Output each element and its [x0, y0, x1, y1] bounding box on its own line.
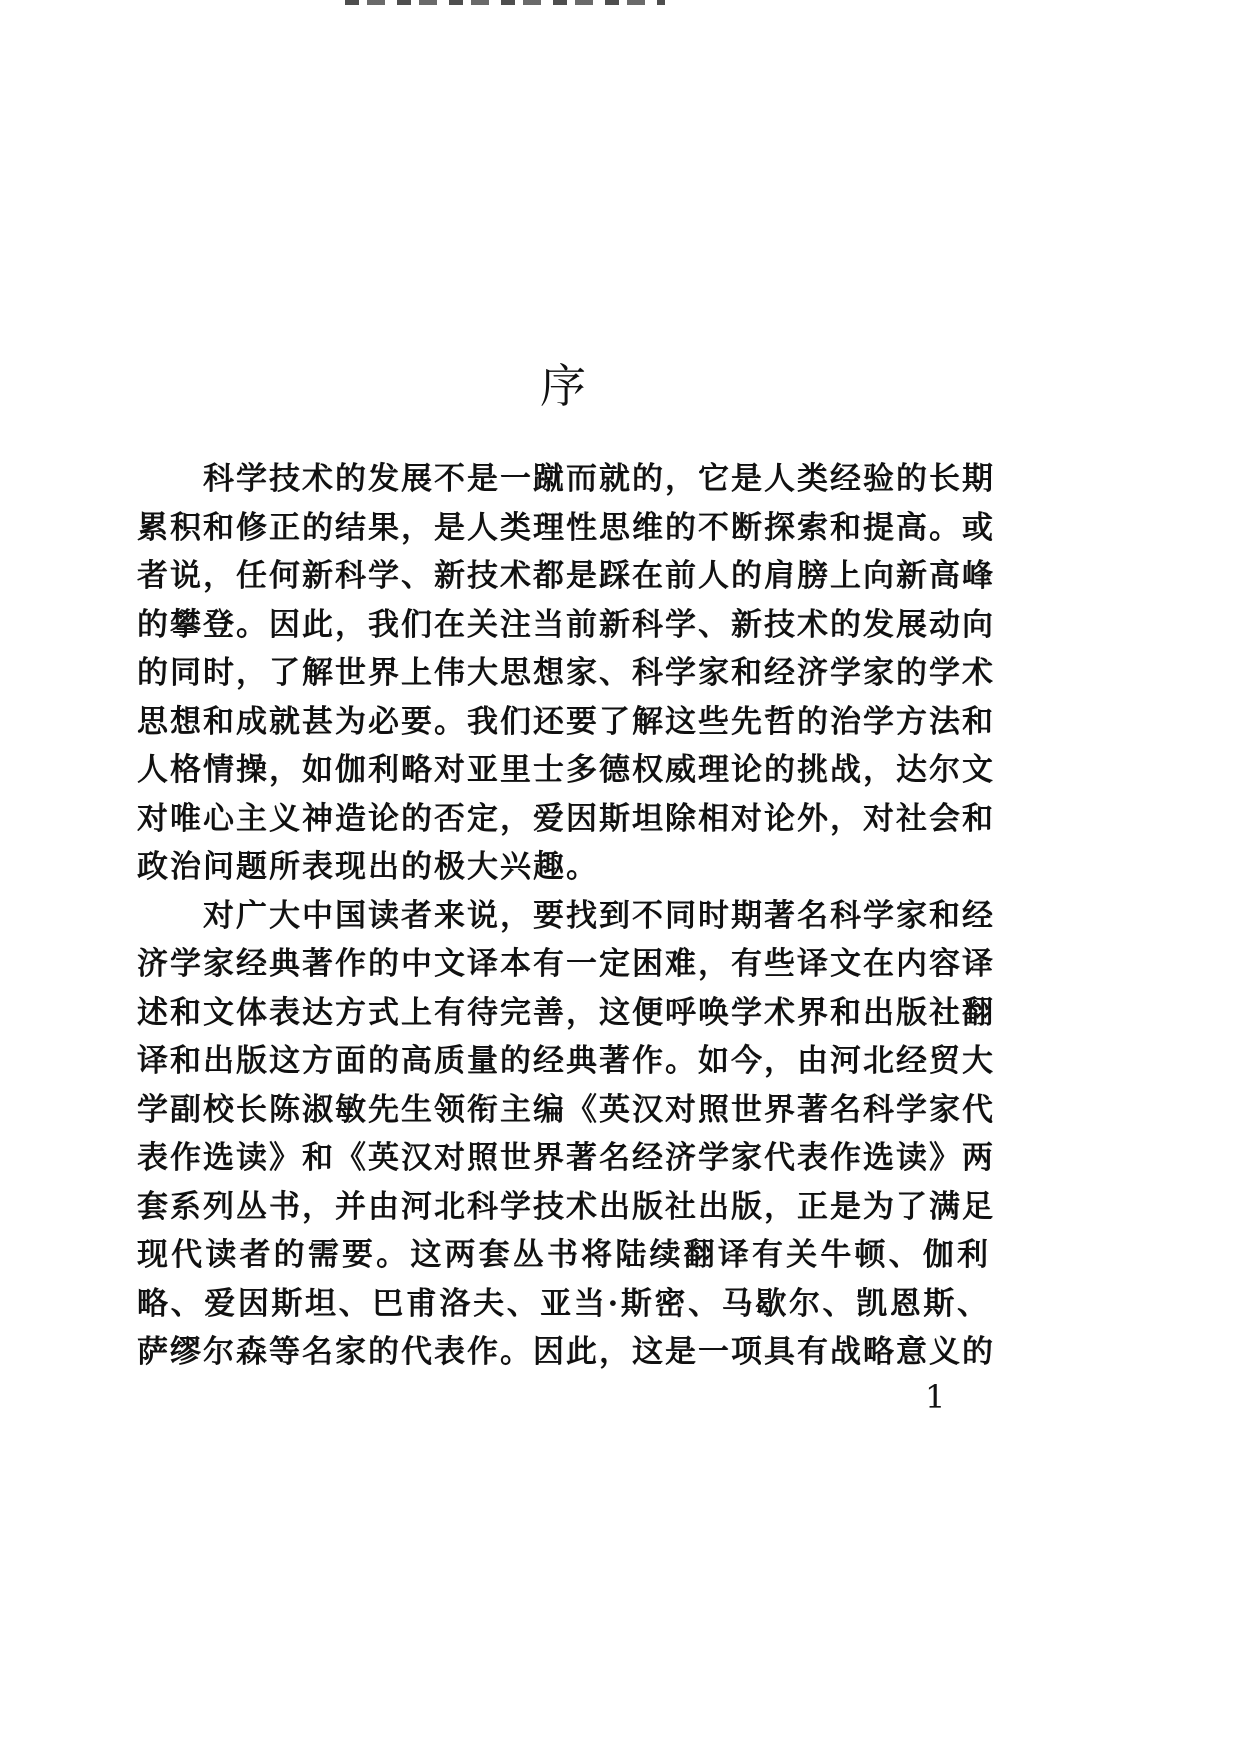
text-line: 译和出版这方面的高质量的经典著作。如今，由河北经贸大: [137, 1043, 995, 1079]
text-line: 现代读者的需要。这两套丛书将陆续翻译有关牛顿、伽利: [137, 1237, 990, 1273]
text-line: 表作选读》和《英汉对照世界著名经济学家代表作选读》两: [137, 1140, 995, 1176]
text-line: 略、爱因斯坦、巴甫洛夫、亚当·斯密、马歇尔、凯恩斯、: [137, 1285, 990, 1322]
text-line: 者说，任何新科学、新技术都是踩在前人的肩膀上向新高峰: [137, 558, 995, 594]
text-line: 济学家经典著作的中文译本有一定困难，有些译文在内容译: [137, 946, 995, 982]
text-line: 述和文体表达方式上有待完善，这便呼唤学术界和出版社翻: [137, 994, 995, 1031]
text-line: 政治问题所表现出的极大兴趣。: [137, 849, 599, 885]
page-title: 序: [540, 359, 586, 413]
text-line: 对广大中国读者来说，要找到不同时期著名科学家和经: [203, 897, 995, 934]
scan-artifact: [345, 0, 665, 5]
text-line: 的攀登。因此，我们在关注当前新科学、新技术的发展动向: [137, 606, 995, 643]
page-number: 1: [925, 1378, 946, 1416]
text-line: 人格情操，如伽利略对亚里士多德权威理论的挑战，达尔文: [137, 752, 995, 788]
body-text: [137, 455, 995, 1377]
text-line: 对唯心主义神造论的否定，爱因斯坦除相对论外，对社会和: [137, 800, 995, 837]
text-line: 思想和成就甚为必要。我们还要了解这些先哲的治学方法和: [137, 703, 995, 740]
text-line: 套系列丛书，并由河北科学技术出版社出版，正是为了满足: [137, 1188, 995, 1225]
text-line: 学副校长陈淑敏先生领衔主编《英汉对照世界著名科学家代: [137, 1091, 995, 1128]
text-line: 萨缪尔森等名家的代表作。因此，这是一项具有战略意义的: [137, 1334, 995, 1370]
text-line: 累积和修正的结果，是人类理性思维的不断探索和提高。或: [137, 509, 995, 546]
text-line: 的同时，了解世界上伟大思想家、科学家和经济学家的学术: [137, 655, 995, 691]
text-line: 科学技术的发展不是一蹴而就的，它是人类经验的长期: [203, 461, 995, 497]
